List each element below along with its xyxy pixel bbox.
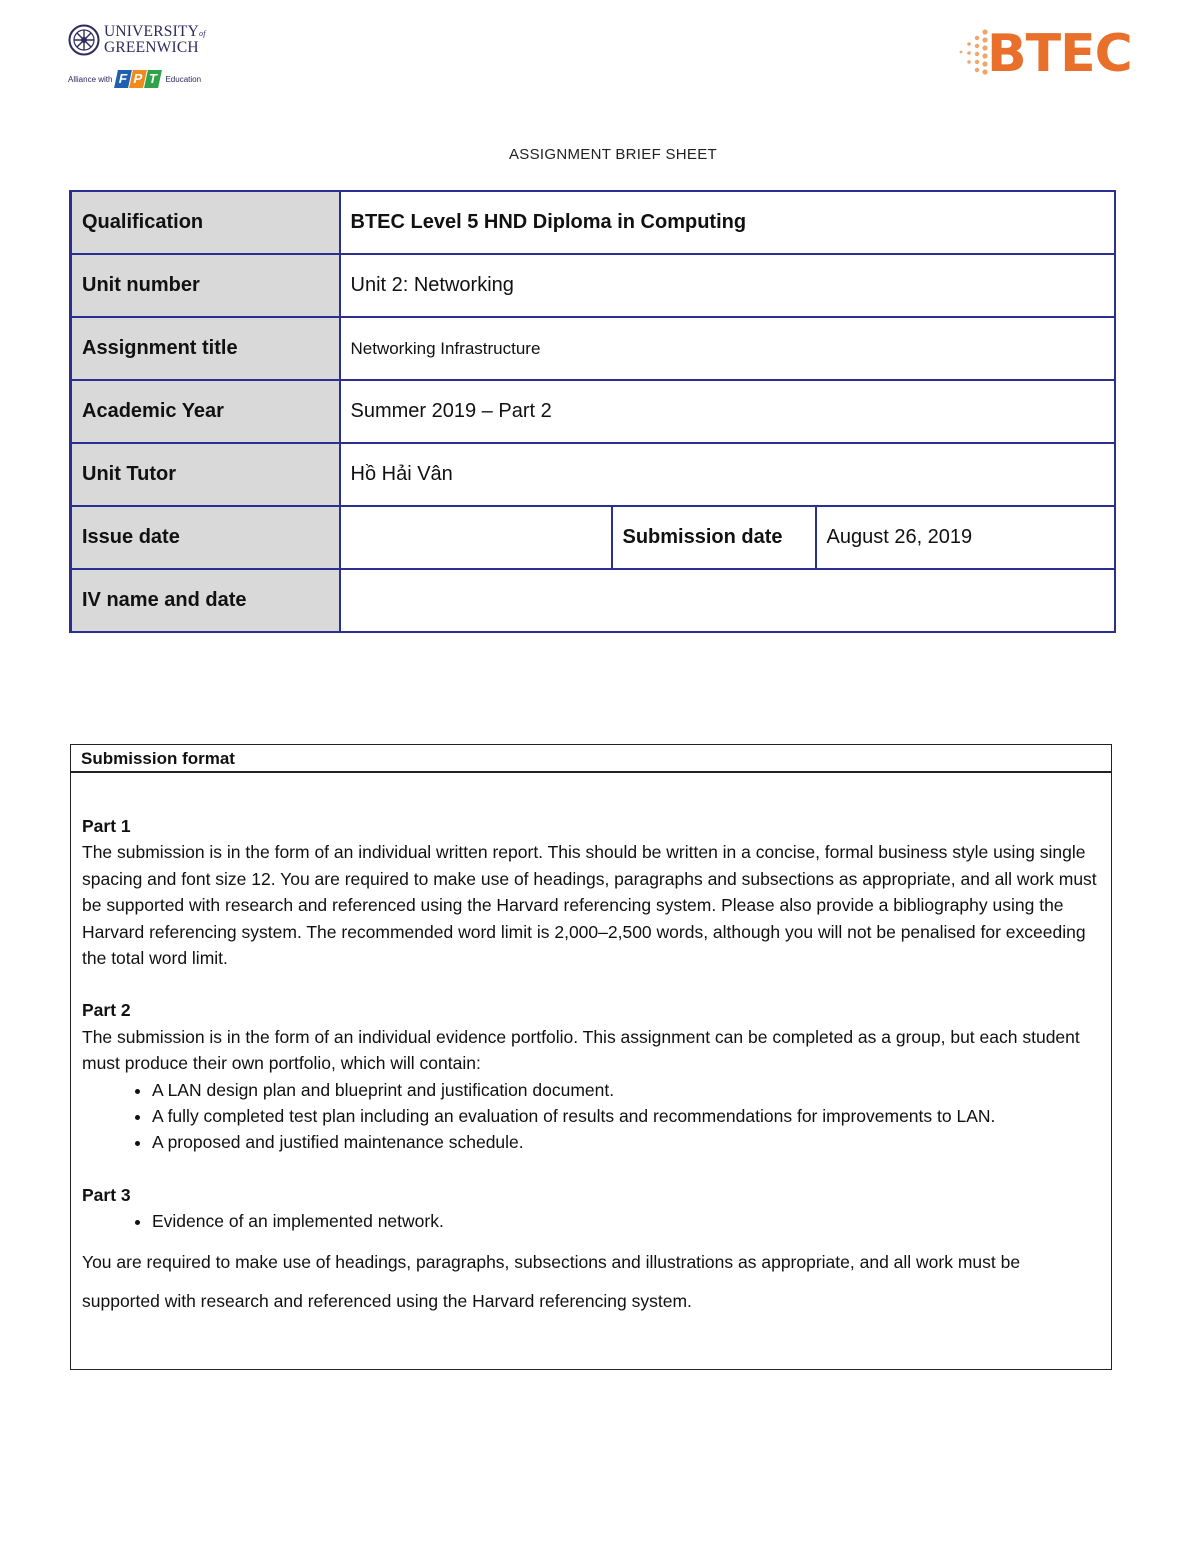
- part3-label: Part 3: [82, 1184, 131, 1205]
- qualification-label: Qualification: [71, 191, 340, 254]
- issue-date-label: Issue date: [71, 506, 340, 569]
- part1-text: The submission is in the form of an individual written report. This should be written in a concise, formal business style using single spacing and font size 12. You are required to make use of headings, paragraphs and subsections as appropriate, and all work must be supported with research and referenced using the Harvard referencing system. Please also provide a bibliography using the Harvard referencing system. The recommended word limit is 2,000–2,500 words, although you will not be penalised for exceeding the total word limit.: [82, 842, 1097, 969]
- btec-logo: [955, 24, 1155, 84]
- qualification-value: BTEC Level 5 HND Diploma in Computing: [340, 191, 1115, 254]
- iv-name-date-label: IV name and date: [71, 569, 340, 632]
- part2-label: Part 2: [82, 1000, 131, 1021]
- assignment-title-label: Assignment title: [71, 317, 340, 380]
- submission-format-header: Submission format: [71, 745, 1111, 773]
- university-crest-icon: [68, 24, 100, 56]
- iv-name-date-value: [340, 569, 1115, 632]
- assignment-info-table: [69, 190, 1116, 633]
- university-logo: [68, 24, 218, 104]
- table-row: [71, 506, 1115, 569]
- table-row: [71, 317, 1115, 380]
- spacer: [82, 1156, 1099, 1182]
- alliance-prefix: Alliance with: [68, 74, 113, 84]
- page-title: ASSIGNMENT BRIEF SHEET: [508, 146, 718, 163]
- closing-text: You are required to make use of headings, paragraphs, subsections and illustrations as appropriate, and all work must be supported with research and referenced using the Harvard referencing system.: [82, 1251, 1021, 1311]
- fpt-logo: [116, 70, 161, 88]
- spacer: [82, 971, 1099, 997]
- submission-format-body: [71, 773, 1111, 1321]
- part2-text: The submission is in the form of an individual evidence portfolio. This assignment can be completed as a group, but each student must produce their own portfolio, which will contain:: [82, 1026, 1080, 1074]
- submission-date-value: August 26, 2019: [816, 506, 1115, 569]
- btec-wordmark: BTEC: [987, 24, 1132, 84]
- part1-label: Part 1: [82, 816, 131, 836]
- table-row: [71, 569, 1115, 632]
- part2-bullet-list: [82, 1077, 1099, 1156]
- list-item: • A LAN design plan and blueprint and justification document.: [152, 1077, 1099, 1103]
- fpt-letter-t: T: [145, 70, 163, 88]
- alliance-suffix: Education: [165, 74, 202, 84]
- table-row: [71, 380, 1115, 443]
- list-item: • A fully completed test plan including an evaluation of results and recommendations for improvements to LAN.: [152, 1103, 1099, 1129]
- academic-year-label: Academic Year: [71, 380, 340, 443]
- fpt-letter-p: P: [130, 70, 148, 88]
- submission-format-box: [70, 744, 1112, 1370]
- submission-date-label: Submission date: [612, 506, 816, 569]
- unit-number-value: Unit 2: Networking: [340, 254, 1115, 317]
- part3-bullet-list: [82, 1208, 1099, 1234]
- university-line1: UNIVERSITY: [104, 23, 199, 40]
- spacer: [82, 773, 1099, 813]
- unit-number-label: Unit number: [71, 254, 340, 317]
- list-item: • A proposed and justified maintenance schedule.: [152, 1129, 1099, 1155]
- assignment-title-value: Networking Infrastructure: [340, 317, 1115, 380]
- academic-year-value: Summer 2019 – Part 2: [340, 380, 1115, 443]
- list-item: • Evidence of an implemented network.: [152, 1208, 1099, 1234]
- university-line2: GREENWICH: [104, 39, 199, 56]
- unit-tutor-label: Unit Tutor: [71, 443, 340, 506]
- unit-tutor-value: Hồ Hải Vân: [340, 443, 1115, 506]
- table-row: [71, 443, 1115, 506]
- table-row: [71, 254, 1115, 317]
- university-of: of: [199, 29, 206, 38]
- table-row: [71, 191, 1115, 254]
- issue-date-value: [340, 506, 612, 569]
- fpt-letter-f: F: [115, 70, 133, 88]
